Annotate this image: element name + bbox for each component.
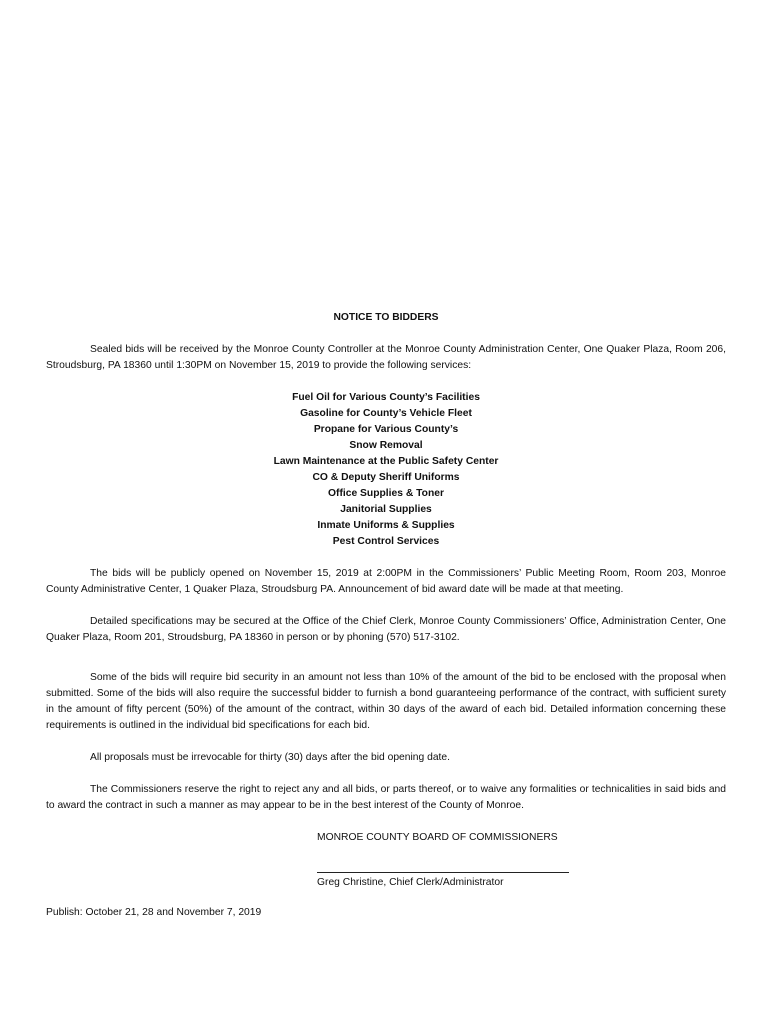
irrevocable-paragraph: All proposals must be irrevocable for thirty (30) days after the bid opening date. bbox=[90, 752, 451, 763]
signature-name: Greg Christine, Chief Clerk/Administrator bbox=[317, 877, 504, 888]
opening-paragraph: The bids will be publicly opened on November 15, 2019 at 2:00PM in the Commissioners’ Public Meeting Room, Room 203, Monroe County Administrative Center, 1 Quaker Plaza, Stroudsburg PA. Announcement of bid award date will be made at that meeting. bbox=[46, 568, 726, 595]
signature-block bbox=[317, 830, 569, 891]
service-item: Fuel Oil for Various County’s Facilities bbox=[292, 392, 480, 403]
service-item: Janitorial Supplies bbox=[340, 504, 432, 515]
notice-document bbox=[46, 310, 726, 921]
rights-paragraph: The Commissioners reserve the right to reject any and all bids, or parts thereof, or to waive any formalities or technicalities in said bids and to award the contract in such a manner as may appear to be in the best interest of the County of Monroe. bbox=[46, 784, 726, 811]
security-paragraph: Some of the bids will require bid security in an amount not less than 10% of the amount of the bid to be enclosed with the proposal when submitted. Some of the bids will also require the successful bidder to furnish a bond guaranteeing performance of the contract, with sufficient surety in the amount of fifty percent (50%) of the amount of the contract, within 30 days of the award of each bid. Detailed information concerning these requirements is outlined in the individual bid specifications for each bid. bbox=[46, 672, 726, 731]
service-item: CO & Deputy Sheriff Uniforms bbox=[312, 472, 460, 483]
document-title: NOTICE TO BIDDERS bbox=[333, 312, 439, 323]
service-item: Inmate Uniforms & Supplies bbox=[317, 520, 455, 531]
intro-paragraph: Sealed bids will be received by the Monroe County Controller at the Monroe County Administration Center, One Quaker Plaza, Room 206, Stroudsburg, PA 18360 until 1:30PM on November 15, 2019 to provide the following services: bbox=[46, 344, 726, 371]
service-item: Pest Control Services bbox=[332, 536, 440, 547]
service-item: Lawn Maintenance at the Public Safety Center bbox=[273, 456, 499, 467]
service-item: Gasoline for County’s Vehicle Fleet bbox=[300, 408, 472, 419]
signature-line bbox=[317, 860, 569, 873]
publish-dates: Publish: October 21, 28 and November 7, 2019 bbox=[46, 907, 262, 918]
service-item: Snow Removal bbox=[349, 440, 423, 451]
service-item: Office Supplies & Toner bbox=[328, 488, 444, 499]
signature-organization: MONROE COUNTY BOARD OF COMMISSIONERS bbox=[317, 832, 558, 843]
service-item: Propane for Various County’s bbox=[313, 424, 459, 435]
specifications-paragraph: Detailed specifications may be secured at the Office of the Chief Clerk, Monroe County Commissioners’ Office, Administration Center, One Quaker Plaza, Room 201, Stroudsburg, PA 18360 in person or by phoning (570) 517-3102. bbox=[46, 616, 726, 643]
services-list bbox=[46, 390, 726, 550]
